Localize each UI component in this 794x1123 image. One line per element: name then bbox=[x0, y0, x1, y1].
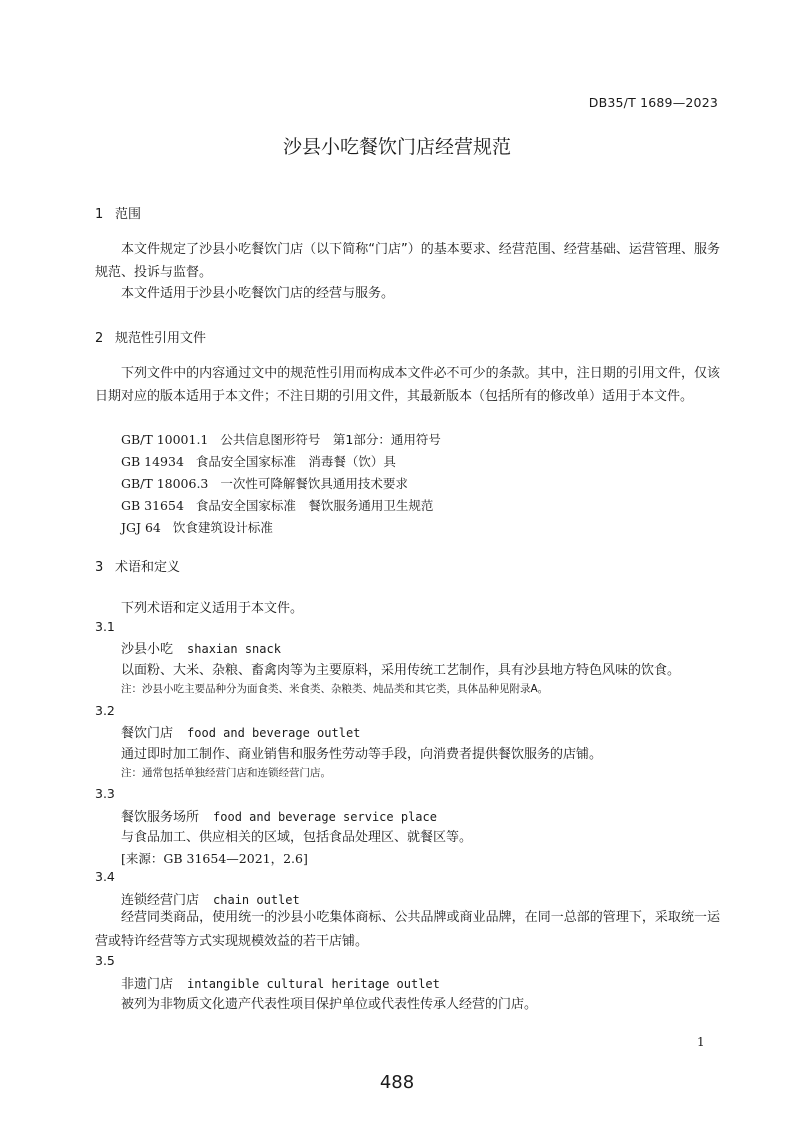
scope-paragraph-2: 本文件适用于沙县小吃餐饮门店的经营与服务。 bbox=[121, 286, 395, 301]
reference-name: 公共信息图形符号 第1部分：通用符号 bbox=[220, 432, 441, 447]
term-number: 3.4 bbox=[95, 869, 115, 884]
term-chinese: 餐饮服务场所 bbox=[121, 810, 200, 825]
section-title: 规范性引用文件 bbox=[115, 331, 207, 346]
section-title: 术语和定义 bbox=[115, 560, 181, 575]
term-number: 3.1 bbox=[95, 619, 115, 634]
term-heading bbox=[121, 973, 440, 992]
section-heading-normative-references bbox=[95, 327, 206, 346]
reference-item bbox=[121, 496, 433, 514]
reference-code: GB 31654 bbox=[121, 498, 184, 513]
term-chinese: 非遗门店 bbox=[121, 977, 174, 992]
term-english: shaxian snack bbox=[187, 642, 281, 656]
reference-item bbox=[121, 452, 396, 470]
term-heading bbox=[121, 806, 437, 825]
reference-name: 饮食建筑设计标准 bbox=[172, 520, 273, 535]
reference-code: JGJ 64 bbox=[121, 520, 161, 535]
reference-item bbox=[121, 474, 408, 492]
page-number: 488 bbox=[379, 1072, 415, 1093]
section-number: 2 bbox=[95, 331, 104, 346]
reference-name: 一次性可降解餐饮具通用技术要求 bbox=[220, 476, 408, 491]
reference-code: GB 14934 bbox=[121, 454, 184, 469]
term-chinese: 连锁经营门店 bbox=[121, 893, 200, 908]
terms-intro: 下列术语和定义适用于本文件。 bbox=[121, 601, 304, 616]
term-english: food and beverage service place bbox=[213, 810, 437, 824]
references-intro-paragraph: 下列文件中的内容通过文中的规范性引用而构成本文件必不可少的条款。其中，注日期的引用文件，仅该日期对应的版本适用于本文件；不注日期的引用文件，其最新版本（包括所有的修改单）适用于本文件。 bbox=[95, 366, 720, 404]
term-definition: 经营同类商品，使用统一的沙县小吃集体商标、公共品牌或商业品牌，在同一总部的管理下，采取统一运营或特许经营等方式实现规模效益的若干店铺。 bbox=[95, 910, 720, 949]
term-definition: 通过即时加工制作、商业销售和服务性劳动等手段，向消费者提供餐饮服务的店铺。 bbox=[121, 747, 603, 762]
reference-code: GB/T 18006.3 bbox=[121, 476, 209, 491]
term-note: 注：沙县小吃主要品种分为面食类、米食类、杂粮类、炖品类和其它类，具体品种见附录A。 bbox=[121, 683, 549, 695]
document-title: 沙县小吃餐饮门店经营规范 bbox=[282, 136, 511, 158]
section-heading-terms bbox=[95, 556, 180, 575]
page-number-small: 1 bbox=[697, 1035, 705, 1049]
scope-paragraph-1: 本文件规定了沙县小吃餐饮门店（以下简称“门店”）的基本要求、经营范围、经营基础、运营管理、服务规范、投诉与监督。 bbox=[95, 242, 720, 280]
term-english: chain outlet bbox=[213, 893, 300, 907]
term-number: 3.5 bbox=[95, 953, 115, 968]
term-heading bbox=[121, 638, 281, 657]
reference-name: 食品安全国家标准 消毒餐（饮）具 bbox=[195, 454, 396, 469]
term-definition: 与食品加工、供应相关的区域，包括食品处理区、就餐区等。 bbox=[121, 830, 473, 845]
term-english: intangible cultural heritage outlet bbox=[187, 977, 440, 991]
section-number: 3 bbox=[95, 560, 104, 575]
reference-item bbox=[121, 430, 441, 448]
term-definition: 被列为非物质文化遗产代表性项目保护单位或代表性传承人经营的门店。 bbox=[121, 997, 538, 1012]
section-number: 1 bbox=[95, 207, 104, 222]
reference-name: 食品安全国家标准 餐饮服务通用卫生规范 bbox=[195, 498, 434, 513]
term-source: [来源：GB 31654—2021，2.6] bbox=[121, 851, 308, 866]
section-heading-scope bbox=[95, 203, 141, 222]
term-english: food and beverage outlet bbox=[187, 726, 361, 740]
term-definition: 以面粉、大米、杂粮、畜禽肉等为主要原料，采用传统工艺制作，具有沙县地方特色风味的饮食。 bbox=[121, 663, 681, 678]
term-chinese: 餐饮门店 bbox=[121, 726, 174, 741]
reference-code: GB/T 10001.1 bbox=[121, 432, 209, 447]
term-note: 注：通常包括单独经营门店和连锁经营门店。 bbox=[121, 767, 331, 779]
term-heading bbox=[121, 722, 360, 741]
standard-number: DB35/T 1689—2023 bbox=[588, 95, 718, 110]
term-chinese: 沙县小吃 bbox=[121, 642, 174, 657]
reference-item bbox=[121, 518, 273, 536]
term-number: 3.3 bbox=[95, 786, 115, 801]
term-number: 3.2 bbox=[95, 703, 115, 718]
section-title: 范围 bbox=[115, 207, 142, 222]
